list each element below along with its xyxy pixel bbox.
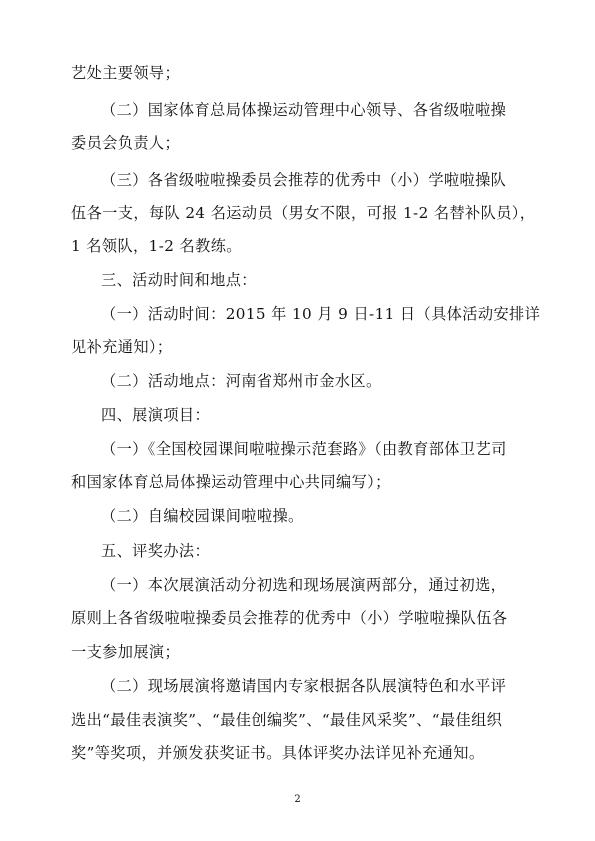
text-line: （一）活动时间：2015 年 10 月 9 日-11 日（具体活动安排详 <box>101 305 541 323</box>
page-number: 2 <box>294 794 301 805</box>
text-line: 见补充通知）； <box>71 338 173 356</box>
text-line: （二）自编校园课间啦啦操。 <box>101 507 304 525</box>
section-heading: 三、活动时间和地点： <box>101 271 257 289</box>
text-line: 伍各一支，每队 24 名运动员（男女不限，可报 1-2 名替补队员）， <box>71 204 536 222</box>
text-line: 委员会负责人； <box>71 134 181 152</box>
text-line: 艺处主要领导； <box>71 64 181 82</box>
text-line: 奖”等奖项，并颁发获奖证书。具体评奖办法详见补充通知。 <box>71 744 485 762</box>
text-line: 和国家体育总局体操运动管理中心共同编写）； <box>71 473 391 491</box>
text-line: （三）各省级啦啦操委员会推荐的优秀中（小）学啦啦操队 <box>101 171 507 189</box>
text-line: 选出“最佳表演奖”、“最佳创编奖”、“最佳风采奖”、“最佳组织 <box>71 711 503 729</box>
text-line: （一）《全国校园课间啦啦操示范套路》（由教育部体卫艺司 <box>101 440 507 458</box>
text-line: （二）活动地点：河南省郑州市金水区。 <box>101 372 382 390</box>
text-line: （二）国家体育总局体操运动管理中心领导、各省级啦啦操 <box>101 101 507 119</box>
text-line: （二）现场展演将邀请国内专家根据各队展演特色和水平评 <box>101 677 507 695</box>
text-line: 原则上各省级啦啦操委员会推荐的优秀中（小）学啦啦操队伍各 <box>71 609 508 627</box>
text-line: 1 名领队，1-2 名教练。 <box>71 237 242 255</box>
text-line: （一）本次展演活动分初选和现场展演两部分，通过初选， <box>101 576 507 594</box>
text-line: 一支参加展演； <box>71 643 181 661</box>
section-heading: 五、评奖办法： <box>101 542 211 560</box>
section-heading: 四、展演项目： <box>101 406 211 424</box>
